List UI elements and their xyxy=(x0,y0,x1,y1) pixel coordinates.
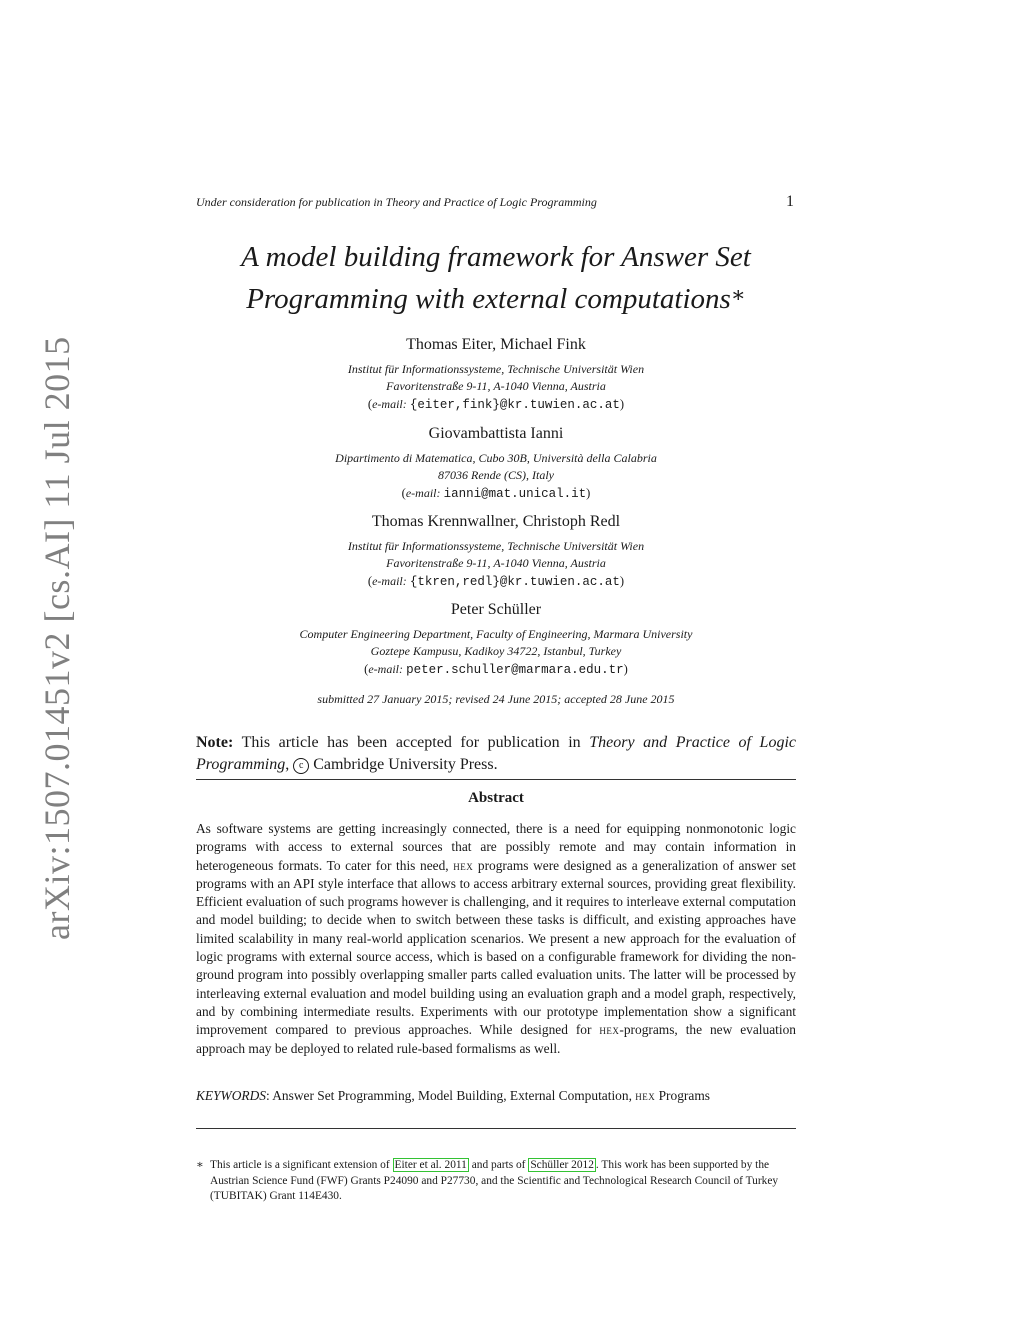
email-line: (e-mail: {eiter,fink}@kr.tuwien.ac.at) xyxy=(367,397,625,412)
author-names: Peter Schüller xyxy=(450,601,542,618)
footnote-marker: ∗ xyxy=(196,1159,204,1171)
citation-link[interactable]: Schüller 2012 xyxy=(530,1159,594,1171)
note-label: Note: xyxy=(196,734,234,751)
note-divider xyxy=(196,779,796,780)
footnote-body xyxy=(210,1158,794,1205)
submission-dates: submitted 27 January 2015; revised 24 June 2015; accepted 28 June 2015 xyxy=(317,692,675,706)
publication-note: Note: This article has been accepted for publication in Theory and Practice of Logic Programming, c Cambridge University Press. xyxy=(196,734,796,773)
author-block-4 xyxy=(196,600,796,679)
title-line-2-text: Programming with external computations xyxy=(246,283,731,315)
title-line-2 xyxy=(196,276,796,318)
affiliation-address: Favoritenstraße 9-11, A-1040 Vienna, Austria xyxy=(386,379,606,393)
affiliation-line: Institut für Informationssysteme, Technische Universität Wien xyxy=(347,362,645,376)
footnote xyxy=(196,1158,796,1205)
author-names: Thomas Krennwallner, Christoph Redl xyxy=(371,513,621,530)
abstract-text xyxy=(196,820,796,1058)
title-footnote-marker[interactable]: ∗ xyxy=(730,282,746,307)
email-address[interactable]: {tkren,redl}@kr.tuwien.ac.at xyxy=(409,575,620,589)
arxiv-identifier-stamp: arXiv:1507.01451v2 [cs.AI] 11 Jul 2015 xyxy=(37,336,77,940)
abstract-heading: Abstract xyxy=(468,790,524,806)
footnote-text-2: and parts of xyxy=(468,1159,529,1171)
author-names: Giovambattista Ianni xyxy=(428,425,564,442)
affiliation-line: Institut für Informationssysteme, Technische Universität Wien xyxy=(347,539,645,553)
email-address[interactable]: {eiter,fink}@kr.tuwien.ac.at xyxy=(409,398,620,412)
paper-title xyxy=(196,238,796,318)
abstract-part-2: programs were designed as a generalization of answer set programs with an API style interface that allows to access arbitrary external sources, providing great flexibility. Efficient evaluation of such programs however is challenging, and it requires to interleave external computation and model building; to decide when to switch between these tasks is difficult, and existing approaches have limited scalability in many real-world application scenarios. We present a new approach for the evaluation of logic programs with external source access, which is based on a configurable framework for dividing the non-ground program into possibly overlapping smaller parts called evaluation units. The latter will be processed by interleaving external evaluation and model building using an evaluation graph and a model graph, respectively, and by combining intermediate results. Experiments with our prototype implementation show a significant improvement compared to previous approaches. While designed for xyxy=(196,857,796,1038)
abstract-part-3: -programs, the new evaluation approach may be deployed to related rule-based formalisms as well. xyxy=(196,1022,796,1056)
email-address[interactable]: ianni@mat.unical.it xyxy=(443,487,587,501)
keywords-label: KEYWORDS xyxy=(196,1088,266,1103)
footnote-text-3: . This work has been supported by the Austrian Science Fund (FWF) Grants P24090 and P27730, and the Scientific and Technological Research Council of Turkey (TUBITAK) Grant 114E430. xyxy=(210,1159,779,1202)
affiliation-line: Dipartimento di Matematica, Cubo 30B, Università della Calabria xyxy=(335,451,657,465)
affiliation-address: Favoritenstraße 9-11, A-1040 Vienna, Austria xyxy=(386,556,606,570)
keywords xyxy=(196,1087,796,1105)
author-names: Thomas Eiter, Michael Fink xyxy=(406,336,586,353)
email-address[interactable]: peter.schuller@marmara.edu.tr xyxy=(406,663,624,677)
hex-term: hex xyxy=(453,857,474,873)
email-label: e-mail: xyxy=(372,574,407,588)
affiliation-address: 87036 Rende (CS), Italy xyxy=(438,468,554,482)
email-label: e-mail: xyxy=(405,486,441,500)
copyright-symbol: c xyxy=(293,758,309,774)
author-block-2 xyxy=(196,424,796,503)
note-text: This article has been accepted for publication in xyxy=(233,734,590,751)
affiliation-line: Computer Engineering Department, Faculty of Engineering, Marmara University xyxy=(299,627,693,641)
note-publisher: Cambridge University Press. xyxy=(309,756,498,773)
email-label: e-mail: xyxy=(368,662,403,676)
page-number: 1 xyxy=(786,193,794,210)
affiliation-address: Goztepe Kampusu, Kadikoy 34722, Istanbul, Turkey xyxy=(370,644,622,658)
running-head: Under consideration for publication in Theory and Practice of Logic Programming xyxy=(196,195,597,209)
title-line-1: A model building framework for Answer Set xyxy=(241,241,751,273)
keywords-tail: Programs xyxy=(655,1088,710,1103)
author-block-1 xyxy=(196,335,796,414)
email-line: (e-mail: peter.schuller@marmara.edu.tr) xyxy=(364,662,628,677)
footnote-divider xyxy=(196,1128,796,1129)
keywords-list: : Answer Set Programming, Model Building, External Computation, xyxy=(265,1088,636,1103)
author-block-3 xyxy=(196,512,796,591)
email-label: e-mail: xyxy=(372,397,407,411)
email-line: (e-mail: {tkren,redl}@kr.tuwien.ac.at) xyxy=(367,574,625,589)
email-line: (e-mail: ianni@mat.unical.it) xyxy=(401,486,591,501)
note-journal: Theory and Practice of Logic Programming xyxy=(196,734,796,773)
hex-term: hex xyxy=(635,1088,656,1103)
footnote-text-1: This article is a significant extension of xyxy=(210,1159,393,1171)
citation-link[interactable]: Eiter et al. 2011 xyxy=(394,1159,467,1171)
hex-term: hex xyxy=(599,1022,620,1038)
abstract-part-1: As software systems are getting increasingly connected, there is a need for equipping nonmonotonic logic programs with access to external sources that are possibly remote and may contain information in heterogeneous formats. To cater for this need, xyxy=(196,821,796,873)
